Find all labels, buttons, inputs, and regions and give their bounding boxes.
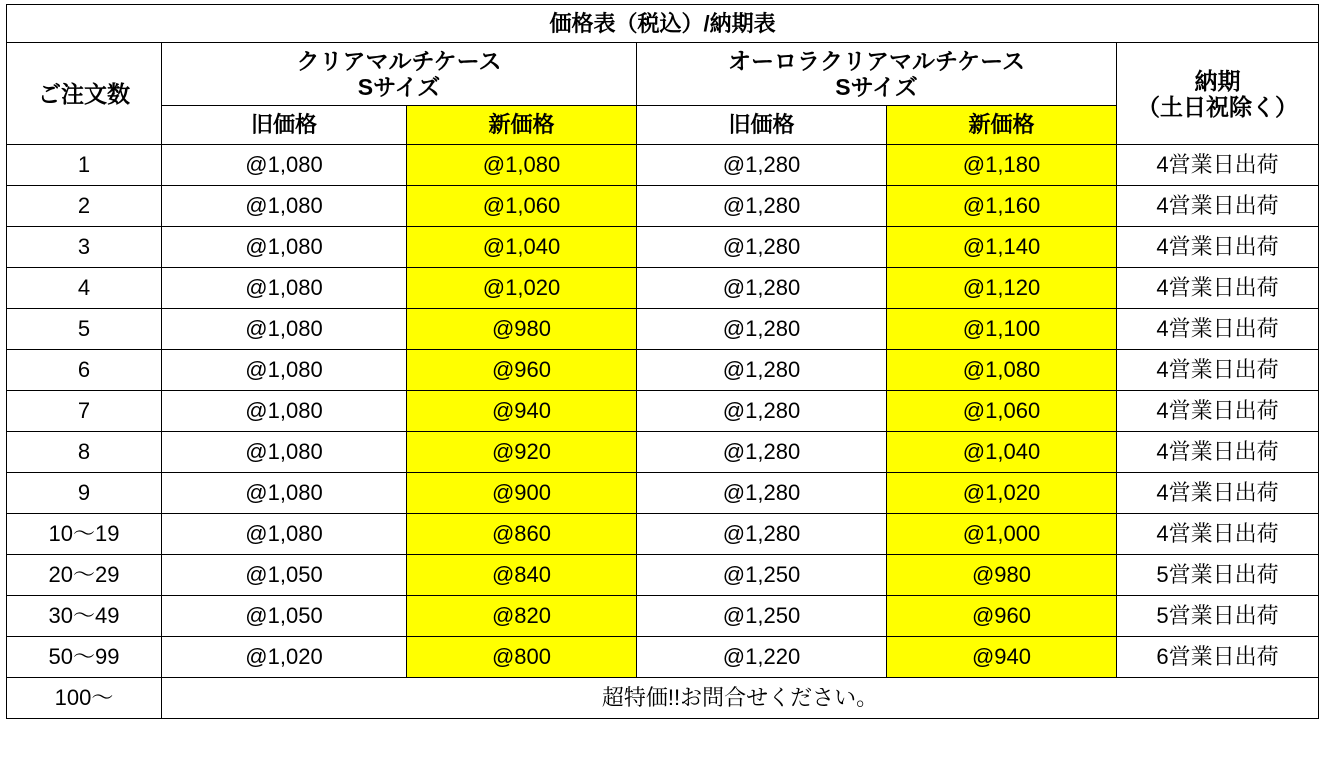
order-qty-cell: 30〜49 <box>7 596 162 637</box>
table-row-last <box>7 678 1319 719</box>
table-row <box>7 555 1319 596</box>
delivery-cell: 4営業日出荷 <box>1117 514 1319 555</box>
product2-new-price-cell: @940 <box>887 637 1117 678</box>
product1-new-price-cell: @1,040 <box>407 227 637 268</box>
product1-old-price-cell: @1,080 <box>162 514 407 555</box>
product2-new-price-cell: @1,040 <box>887 432 1117 473</box>
product1-new-price-header: 新価格 <box>407 106 637 145</box>
order-qty-cell: 20〜29 <box>7 555 162 596</box>
order-qty-cell: 8 <box>7 432 162 473</box>
product2-new-price-cell: @1,160 <box>887 186 1117 227</box>
order-qty-cell: 50〜99 <box>7 637 162 678</box>
product1-new-price-cell: @980 <box>407 309 637 350</box>
order-qty-cell: 9 <box>7 473 162 514</box>
product1-old-price-cell: @1,080 <box>162 473 407 514</box>
product2-new-price-cell: @1,000 <box>887 514 1117 555</box>
delivery-header <box>1117 43 1319 145</box>
delivery-cell: 4営業日出荷 <box>1117 145 1319 186</box>
delivery-cell: 4営業日出荷 <box>1117 186 1319 227</box>
product1-new-price-cell: @860 <box>407 514 637 555</box>
order-qty-cell: 1 <box>7 145 162 186</box>
product1-new-price-cell: @1,020 <box>407 268 637 309</box>
product2-old-price-cell: @1,280 <box>637 514 887 555</box>
product1-old-price-cell: @1,080 <box>162 268 407 309</box>
delivery-cell: 4営業日出荷 <box>1117 268 1319 309</box>
delivery-cell: 4営業日出荷 <box>1117 227 1319 268</box>
product2-new-price-header: 新価格 <box>887 106 1117 145</box>
table-row <box>7 309 1319 350</box>
delivery-cell: 4営業日出荷 <box>1117 432 1319 473</box>
delivery-header-title: 納期 <box>1194 67 1241 94</box>
delivery-header-note: （土日祝除く） <box>1137 93 1299 120</box>
product1-new-price-cell: @960 <box>407 350 637 391</box>
delivery-cell: 4営業日出荷 <box>1117 391 1319 432</box>
product1-old-price-cell: @1,080 <box>162 391 407 432</box>
product2-old-price-cell: @1,280 <box>637 309 887 350</box>
product1-old-price-cell: @1,080 <box>162 186 407 227</box>
order-qty-cell: 6 <box>7 350 162 391</box>
table-row <box>7 514 1319 555</box>
order-qty-cell: 4 <box>7 268 162 309</box>
product1-new-price-cell: @840 <box>407 555 637 596</box>
product2-new-price-cell: @960 <box>887 596 1117 637</box>
order-qty-cell: 2 <box>7 186 162 227</box>
product2-old-price-cell: @1,280 <box>637 186 887 227</box>
table-row <box>7 473 1319 514</box>
delivery-cell: 5営業日出荷 <box>1117 596 1319 637</box>
product2-old-price-cell: @1,250 <box>637 555 887 596</box>
product2-new-price-cell: @1,100 <box>887 309 1117 350</box>
delivery-cell: 6営業日出荷 <box>1117 637 1319 678</box>
delivery-cell: 4営業日出荷 <box>1117 350 1319 391</box>
table-row <box>7 145 1319 186</box>
delivery-cell: 4営業日出荷 <box>1117 473 1319 514</box>
product2-new-price-cell: @1,020 <box>887 473 1117 514</box>
product1-header <box>162 43 637 106</box>
product2-size: Sサイズ <box>835 74 918 100</box>
product2-old-price-cell: @1,280 <box>637 391 887 432</box>
product1-new-price-cell: @940 <box>407 391 637 432</box>
table-title: 価格表（税込）/納期表 <box>7 5 1319 43</box>
product2-old-price-cell: @1,280 <box>637 432 887 473</box>
product1-name: クリアマルチケース <box>296 48 502 74</box>
order-qty-cell: 3 <box>7 227 162 268</box>
product2-old-price-cell: @1,250 <box>637 596 887 637</box>
product2-new-price-cell: @1,060 <box>887 391 1117 432</box>
product2-old-price-cell: @1,280 <box>637 227 887 268</box>
product1-old-price-cell: @1,080 <box>162 432 407 473</box>
inquiry-note: 超特価!!お問合せください。 <box>162 678 1319 719</box>
order-qty-cell: 5 <box>7 309 162 350</box>
table-row <box>7 350 1319 391</box>
product2-header <box>637 43 1117 106</box>
product2-old-price-cell: @1,280 <box>637 268 887 309</box>
product2-new-price-cell: @1,080 <box>887 350 1117 391</box>
product1-old-price-cell: @1,080 <box>162 309 407 350</box>
delivery-cell: 4営業日出荷 <box>1117 309 1319 350</box>
product1-old-price-header: 旧価格 <box>162 106 407 145</box>
product1-old-price-cell: @1,020 <box>162 637 407 678</box>
product1-new-price-cell: @1,080 <box>407 145 637 186</box>
table-row <box>7 186 1319 227</box>
order-qty-cell: 10〜19 <box>7 514 162 555</box>
table-row <box>7 268 1319 309</box>
product1-old-price-cell: @1,080 <box>162 350 407 391</box>
product1-old-price-cell: @1,050 <box>162 596 407 637</box>
product1-new-price-cell: @920 <box>407 432 637 473</box>
product2-old-price-cell: @1,220 <box>637 637 887 678</box>
order-qty-header: ご注文数 <box>7 43 162 145</box>
product2-old-price-cell: @1,280 <box>637 350 887 391</box>
product1-new-price-cell: @820 <box>407 596 637 637</box>
table-row <box>7 637 1319 678</box>
table-row <box>7 432 1319 473</box>
product2-new-price-cell: @1,140 <box>887 227 1117 268</box>
product1-old-price-cell: @1,080 <box>162 145 407 186</box>
order-qty-cell: 100〜 <box>7 678 162 719</box>
product2-new-price-cell: @980 <box>887 555 1117 596</box>
table-row <box>7 391 1319 432</box>
table-row <box>7 227 1319 268</box>
product2-old-price-header: 旧価格 <box>637 106 887 145</box>
product2-name: オーロラクリアマルチケース <box>728 48 1025 74</box>
product1-new-price-cell: @900 <box>407 473 637 514</box>
product1-old-price-cell: @1,080 <box>162 227 407 268</box>
product1-new-price-cell: @1,060 <box>407 186 637 227</box>
product2-old-price-cell: @1,280 <box>637 145 887 186</box>
product1-size: Sサイズ <box>357 74 441 100</box>
delivery-cell: 5営業日出荷 <box>1117 555 1319 596</box>
table-row <box>7 596 1319 637</box>
order-qty-cell: 7 <box>7 391 162 432</box>
product2-new-price-cell: @1,180 <box>887 145 1117 186</box>
product2-new-price-cell: @1,120 <box>887 268 1117 309</box>
price-delivery-table <box>6 4 1319 719</box>
product1-old-price-cell: @1,050 <box>162 555 407 596</box>
product2-old-price-cell: @1,280 <box>637 473 887 514</box>
product1-new-price-cell: @800 <box>407 637 637 678</box>
